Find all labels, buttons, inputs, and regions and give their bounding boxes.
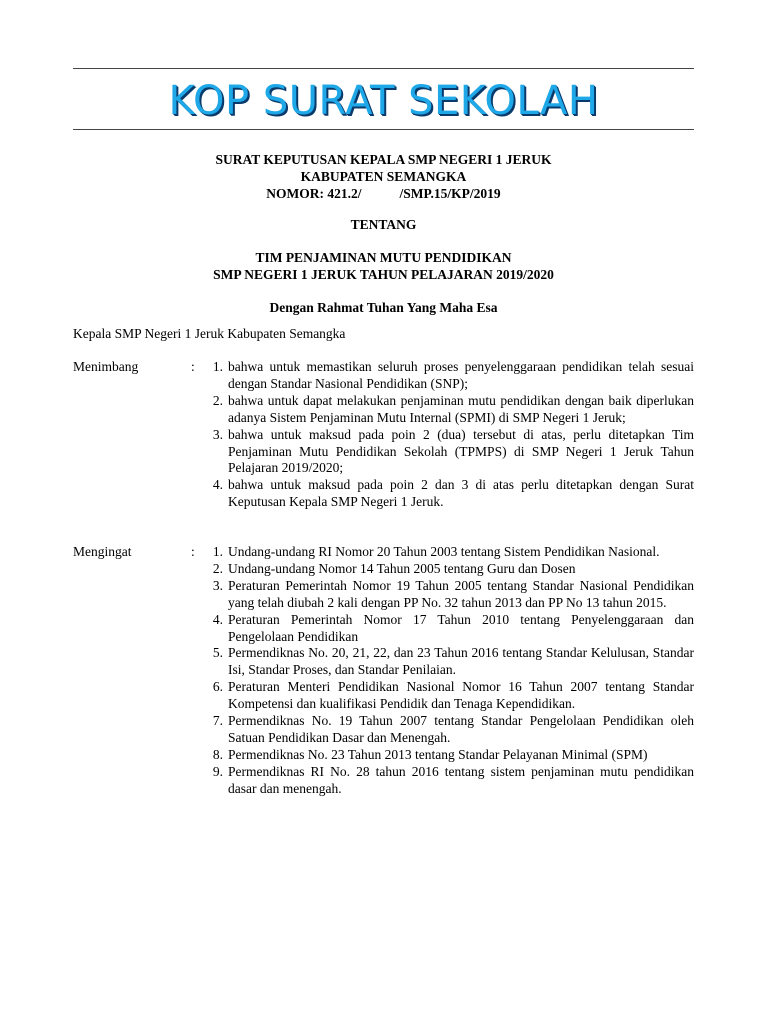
list-item-number: 6. (212, 679, 223, 695)
list-item (201, 747, 694, 764)
decree-number-suffix: /SMP.15/KP/2019 (399, 186, 501, 201)
list-item-text: Undang-undang Nomor 14 Tahun 2005 tentang Guru dan Dosen (228, 560, 576, 576)
list-item (201, 713, 694, 747)
menimbang-list (201, 359, 694, 511)
menimbang-label: Menimbang (73, 359, 139, 374)
list-item-text: bahwa untuk maksud pada poin 2 dan 3 di atas perlu ditetapkan dengan Surat Keputusan Kepala SMP Negeri 1 Jeruk. (228, 477, 694, 510)
list-item (201, 359, 694, 393)
list-item (201, 477, 694, 511)
list-item-number: 3. (212, 577, 223, 593)
rahmat-line: Dengan Rahmat Tuhan Yang Maha Esa (269, 300, 498, 315)
mengingat-label: Mengingat (73, 544, 132, 559)
list-item-number: 2. (212, 560, 223, 576)
list-item (201, 679, 694, 713)
list-item-number: 4. (212, 611, 223, 627)
decree-subject-line-2: SMP NEGERI 1 JERUK TAHUN PELAJARAN 2019/2020 (213, 267, 554, 282)
issuer-line: Kepala SMP Negeri 1 Jeruk Kabupaten Semangka (73, 326, 346, 341)
decree-heading-line-2: KABUPATEN SEMANGKA (300, 169, 467, 184)
list-item-number: 1. (212, 359, 223, 374)
list-item-number: 9. (212, 763, 223, 779)
list-item-text: Permendiknas No. 19 Tahun 2007 tentang Standar Pengelolaan Pendidikan oleh Satuan Pendidikan Dasar dan Menengah. (228, 713, 694, 745)
header-top-rule (73, 68, 694, 69)
mengingat-colon: : (191, 544, 195, 559)
list-item (201, 561, 694, 578)
list-item-text: Undang-undang RI Nomor 20 Tahun 2003 tentang Sistem Pendidikan Nasional. (228, 544, 660, 559)
list-item-number: 1. (212, 544, 223, 559)
decree-subject-line-1: TIM PENJAMINAN MUTU PENDIDIKAN (255, 250, 512, 265)
tentang-heading: TENTANG (350, 217, 417, 232)
decree-number (73, 185, 694, 202)
letterhead-title: KOP SURAT SEKOLAH (168, 78, 599, 124)
list-item-number: 7. (212, 713, 223, 729)
list-item (201, 393, 694, 427)
decree-subject (73, 249, 694, 283)
list-item (201, 544, 694, 561)
menimbang-colon: : (191, 359, 195, 374)
header-bottom-rule (73, 129, 694, 130)
list-item-text: bahwa untuk dapat melakukan penjaminan mutu pendidikan dengan baik diperlukan adanya Sistem Penjaminan Mutu Internal (SPMI) di SMP Negeri 1 Jeruk; (228, 392, 694, 425)
decree-heading-line-1: SURAT KEPUTUSAN KEPALA SMP NEGERI 1 JERUK (215, 152, 552, 167)
mengingat-list (201, 544, 694, 798)
decree-number-prefix: NOMOR: 421.2/ (266, 186, 362, 201)
list-item (201, 427, 694, 478)
list-item (201, 578, 694, 612)
list-item-text: Permendiknas No. 23 Tahun 2013 tentang Standar Pelayanan Minimal (SPM) (228, 746, 648, 762)
list-item-number: 8. (212, 746, 223, 762)
list-item-text: bahwa untuk maksud pada poin 2 (dua) tersebut di atas, perlu ditetapkan Tim Penjaminan Mutu Pendidikan Sekolah (TPMPS) di SMP Negeri 1 Jeruk Tahun Pelajaran 2019/2020; (228, 426, 694, 476)
list-item-text: Peraturan Pemerintah Nomor 17 Tahun 2010 tentang Penyelenggaraan dan Pengelolaan Pendidikan (228, 611, 694, 644)
list-item-text: bahwa untuk memastikan seluruh proses penyelenggaraan pendidikan telah sesuai dengan Standar Nasional Pendidikan (SNP); (228, 359, 694, 391)
list-item-text: Permendiknas No. 20, 21, 22, dan 23 Tahun 2016 tentang Standar Kelulusan, Standar Isi, Standar Proses, dan Standar Penilaian. (228, 645, 694, 678)
list-item (201, 764, 694, 798)
list-item-number: 4. (212, 477, 223, 493)
list-item (201, 645, 694, 679)
list-item (201, 612, 694, 646)
decree-heading (73, 151, 694, 202)
list-item-number: 2. (212, 392, 223, 408)
list-item-text: Permendiknas RI No. 28 tahun 2016 tentang sistem penjaminan mutu pendidikan dasar dan menengah. (228, 763, 694, 796)
list-item-text: Peraturan Pemerintah Nomor 19 Tahun 2005 tentang Standar Nasional Pendidikan yang telah diubah 2 kali dengan PP No. 32 tahun 2013 dan PP No 13 tahun 2015. (228, 577, 694, 610)
list-item-text: Peraturan Menteri Pendidikan Nasional Nomor 16 Tahun 2007 tentang Standar Kompetensi dan kualifikasi Pendidik dan Tenaga Kependidikan. (228, 679, 694, 712)
list-item-number: 3. (212, 426, 223, 442)
list-item-number: 5. (212, 645, 223, 661)
